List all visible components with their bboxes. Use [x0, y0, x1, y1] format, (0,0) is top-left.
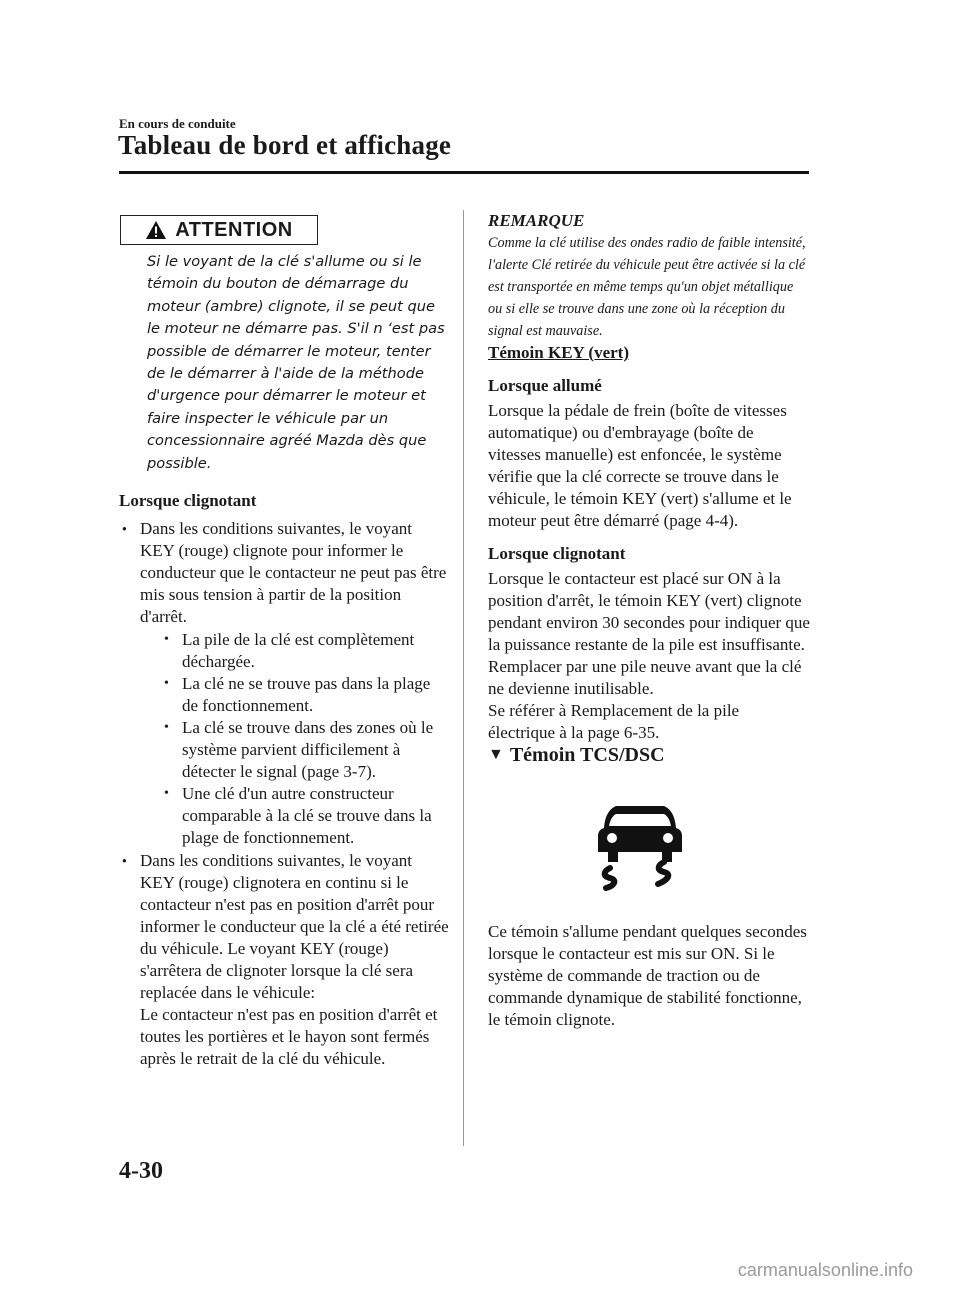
sub-list-item: • La pile de la clé est complètement déchargée. [161, 629, 449, 673]
warning-icon [145, 220, 167, 240]
page-title: Tableau de bord et affichage [118, 130, 452, 160]
watermark: carmanualsonline.info [737, 1260, 913, 1280]
right-column [488, 210, 810, 1031]
attention-label: ATTENTION [175, 218, 293, 241]
column-divider [463, 210, 464, 1146]
tcs-dsc-title-text: Témoin TCS/DSC [509, 744, 665, 766]
key-green-title: Témoin KEY (vert) [488, 343, 630, 362]
attention-box [120, 215, 318, 245]
lit-text: Lorsque la pédale de frein (boîte de vitesses automatique) ou d'embrayage (boîte de vitesses manuelle) est enfoncée, le système vérifie que la clé correcte se trouve dans le véhicule, le témoin KEY (vert) s'allume et le moteur peut être démarré (page 4-4). [488, 401, 792, 530]
blinking-text-reference: Se référer à Remplacement de la pile électrique à la page 6-35. [488, 701, 740, 742]
note-text: Comme la clé utilise des ondes radio de faible intensité, l'alerte Clé retirée du véhicule peut être activée si la clé est transportée en même temps qu'un objet métallique ou si elle se trouve dans une zone où la réception du signal est mauvaise. [488, 235, 806, 339]
blinking-heading: Lorsque clignotant [119, 491, 257, 511]
sub-condition-list [140, 629, 449, 849]
traction-control-icon [592, 792, 688, 892]
left-column [119, 215, 449, 1070]
tcs-dsc-title [488, 744, 810, 766]
list-item [119, 518, 449, 849]
tcs-dsc-text: Ce témoin s'allume pendant quelques secondes lorsque le contacteur est mis sur ON. Si le système de commande de traction ou de commande dynamique de stabilité fonctionne, le témoin clignote. [488, 922, 807, 1029]
blinking-heading: Lorsque clignotant [488, 544, 626, 563]
blinking-text: Lorsque le contacteur est placé sur ON à la position d'arrêt, le témoin KEY (vert) clignote pendant environ 30 secondes pour indiquer que la puissance restante de la pile est insuffisante. Remplacer par une pile neuve avant que la clé ne devienne inutilisable. [488, 569, 810, 698]
lit-heading: Lorsque allumé [488, 376, 602, 395]
list-item-text: Le contacteur n'est pas en position d'arrêt et toutes les portières et le hayon sont fermés après le retrait de la clé du véhicule. [140, 1005, 438, 1069]
note-title: REMARQUE [488, 211, 585, 230]
sub-list-item: • Une clé d'un autre constructeur comparable à la clé se trouve dans la plage de fonctionnement. [161, 783, 449, 849]
list-item [119, 850, 449, 1070]
list-item-text: Dans les conditions suivantes, le voyant KEY (rouge) clignote pour informer le conducteur que le contacteur ne peut pas être mis sous tension à partir de la position d'arrêt. [140, 519, 447, 627]
sub-list-item: • La clé ne se trouve pas dans la plage de fonctionnement. [161, 673, 449, 717]
list-item-text: Dans les conditions suivantes, le voyant KEY (rouge) clignotera en continu si le contacteur n'est pas en position d'arrêt pour informer le conducteur que la clé a été retirée du véhicule. Le voyant KEY (rouge) s'arrêtera de clignoter lorsque la clé sera replacée dans le véhicule: [140, 851, 449, 1003]
title-rule [119, 171, 809, 174]
attention-text: Si le voyant de la clé s'allume ou si le témoin du bouton de démarrage du moteur (ambre) clignote, il se peut que le moteur ne démarre pas. S'il n ‘est pas possible de démarrer le moteur, tenter de le démarrer à l'aide de la méthode d'urgence pour démarrer le moteur et faire inspecter le véhicule par un concessionnaire agréé Mazda dès que possible. [147, 253, 445, 472]
condition-list [119, 518, 449, 1070]
breadcrumb: En cours de conduite [119, 116, 236, 131]
triangle-down-icon: ▼ [488, 746, 504, 763]
sub-list-item: • La clé se trouve dans des zones où le système parvient difficilement à détecter le signal (page 3-7). [161, 717, 449, 783]
page-number: 4-30 [119, 1158, 163, 1184]
